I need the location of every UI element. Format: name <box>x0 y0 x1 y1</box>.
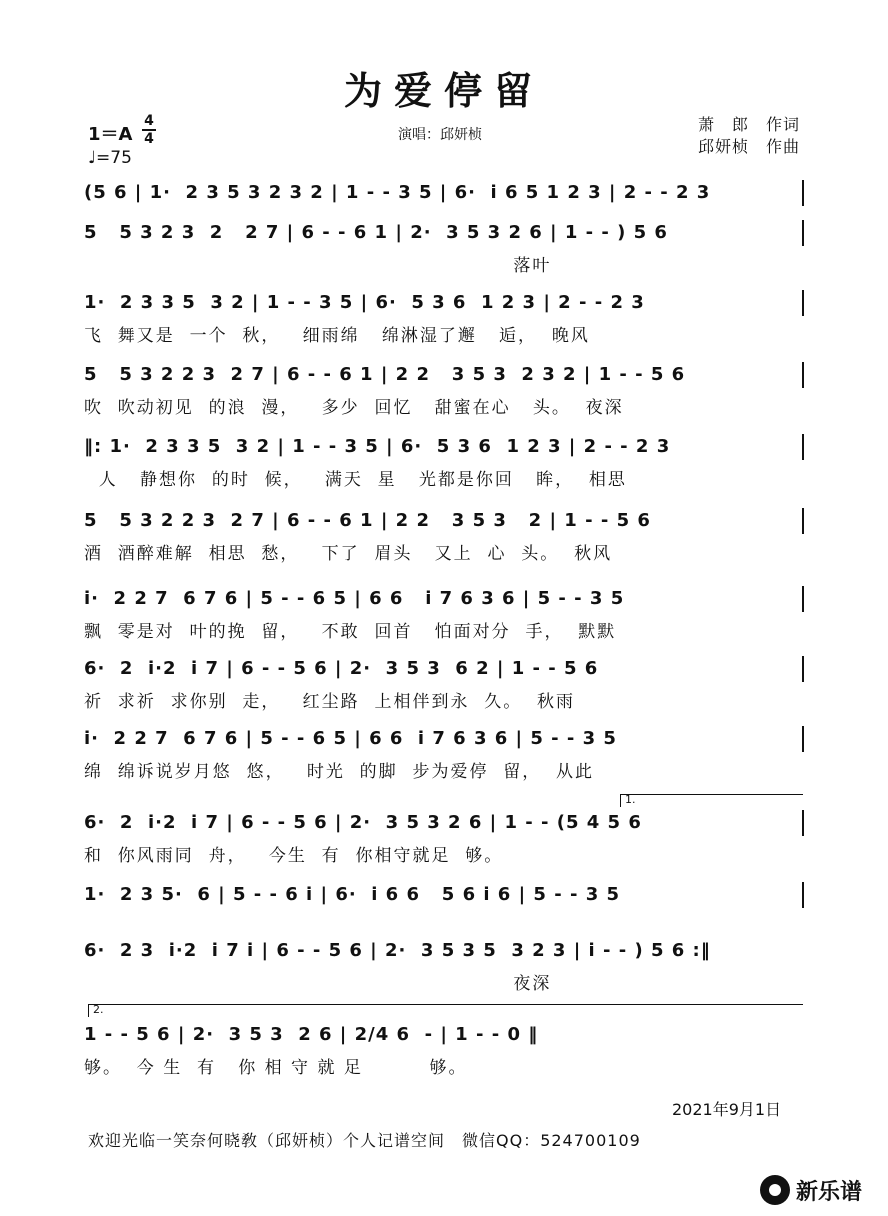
time-signature <box>142 114 156 146</box>
notation-line: i· 2 2 7 6 7 6 | 5 - - 6 5 | 6 6 i 7 6 3 6 | 5 - - 3 5 <box>84 728 617 749</box>
notation-line: 5 5 3 2 2 3 2 7 | 6 - - 6 1 | 2 2 3 5 3 2 | 1 - - 5 6 <box>84 510 651 531</box>
bar-line <box>802 434 804 460</box>
lyrics-line: 祈 求祈 求你别 走， 红尘路 上相伴到永 久。 秋雨 <box>84 692 576 712</box>
notation-line: ‖: 1· 2 3 3 5 3 2 | 1 - - 3 5 | 6· 5 3 6 1 2 3 | 2 - - 2 3 <box>84 436 671 457</box>
bar-line <box>802 180 804 206</box>
key-signature: 1＝A <box>88 124 133 145</box>
score-system-4 <box>84 360 804 436</box>
time-sig-top: 4 <box>144 113 154 129</box>
volta-label: 2. <box>93 1003 104 1016</box>
bar-line <box>802 362 804 388</box>
lyrics-line: 和 你风雨同 舟， 今生 有 你相守就足 够。 <box>84 846 504 866</box>
score-system-12 <box>84 936 804 1012</box>
score-system-2 <box>84 218 804 294</box>
song-title: 为爱停留 <box>343 69 544 113</box>
notation-line: 6· 2 3 i·2 i 7 i | 6 - - 5 6 | 2· 3 5 3 5 3 2 3 | i - - ) 5 6 :‖ <box>84 940 711 961</box>
lyricist-credit: 萧 郎 作词 <box>698 115 801 134</box>
singer-credit: 演唱：邱妍桢 <box>398 127 482 143</box>
bar-line <box>802 290 804 316</box>
notation-line: 6· 2 i·2 i 7 | 6 - - 5 6 | 2· 3 5 3 2 6 | 1 - - (5 4 5 6 <box>84 812 642 833</box>
bar-line <box>802 508 804 534</box>
bar-line <box>802 726 804 752</box>
volta-label: 1. <box>625 793 636 806</box>
lyrics-line: 飞 舞又是 一个 秋， 细雨绵 绵淋湿了邂 逅， 晚风 <box>84 326 590 346</box>
notation-line: 1· 2 3 3 5 3 2 | 1 - - 3 5 | 6· 5 3 6 1 2 3 | 2 - - 2 3 <box>84 292 645 313</box>
lyrics-line: 飘 零是对 叶的挽 留， 不敢 回首 怕面对分 手， 默默 <box>84 622 617 642</box>
lyrics-line: 夜深 <box>84 974 552 994</box>
volta-bracket-1 <box>620 794 803 807</box>
lyrics-line: 绵 绵诉说岁月悠 悠， 时光 的脚 步为爱停 留， 从此 <box>84 762 595 782</box>
score-system-7 <box>84 584 804 660</box>
tempo-marking: ♩=75 <box>88 148 132 168</box>
score-system-3 <box>84 288 804 364</box>
lyrics-line: 酒 酒醉难解 相思 愁， 下了 眉头 又上 心 头。 秋风 <box>84 544 613 564</box>
credits <box>698 114 800 158</box>
notation-line: 5 5 3 2 3 2 2 7 | 6 - - 6 1 | 2· 3 5 3 2 6 | 1 - - ) 5 6 <box>84 222 668 243</box>
site-logo <box>760 1172 862 1208</box>
notation-line: 6· 2 i·2 i 7 | 6 - - 5 6 | 2· 3 5 3 6 2 | 1 - - 5 6 <box>84 658 599 679</box>
score-system-13 <box>84 1020 804 1096</box>
bar-line <box>802 220 804 246</box>
logo-text: 新乐谱 <box>796 1179 863 1205</box>
composer-credit: 邱妍桢 作曲 <box>698 137 801 156</box>
bar-line <box>802 586 804 612</box>
notation-line: 5 5 3 2 2 3 2 7 | 6 - - 6 1 | 2 2 3 5 3 2 3 2 | 1 - - 5 6 <box>84 364 686 385</box>
notation-line: (5 6 | 1· 2 3 5 3 2 3 2 | 1 - - 3 5 | 6· i 6 5 1 2 3 | 2 - - 2 3 <box>84 182 711 203</box>
footer-text: 欢迎光临一笑奈何晓敎（邱妍桢）个人记谱空间 微信QQ：524700109 <box>88 1131 641 1150</box>
score-system-5 <box>84 432 804 508</box>
date-text: 2021年9月1日 <box>672 1100 782 1119</box>
bar-line <box>802 810 804 836</box>
lyrics-line: 人 静想你 的时 候， 满天 星 光都是你回 眸， 相思 <box>84 470 627 490</box>
notation-line: i· 2 2 7 6 7 6 | 5 - - 6 5 | 6 6 i 7 6 3 6 | 5 - - 3 5 <box>84 588 625 609</box>
lyrics-line: 落叶 <box>84 256 552 276</box>
score-system-6 <box>84 506 804 582</box>
score-system-8 <box>84 654 804 730</box>
score-system-9 <box>84 724 804 800</box>
notation-line: 1· 2 3 5· 6 | 5 - - 6 i | 6· i 6 6 5 6 i 6 | 5 - - 3 5 <box>84 884 621 905</box>
bar-line <box>802 656 804 682</box>
record-disc-icon <box>760 1175 790 1205</box>
bar-line <box>802 882 804 908</box>
score-system-10 <box>84 808 804 884</box>
lyrics-line: 吹 吹动初见 的浪 漫， 多少 回忆 甜蜜在心 头。 夜深 <box>84 398 624 418</box>
time-sig-bottom: 4 <box>144 131 154 147</box>
lyrics-line: 够。 今 生 有 你 相 守 就 足 够。 <box>84 1058 468 1078</box>
volta-bracket-2 <box>88 1004 803 1017</box>
notation-line: 1 - - 5 6 | 2· 3 5 3 2 6 | 2/4 6 - | 1 - - 0 ‖ <box>84 1024 539 1045</box>
